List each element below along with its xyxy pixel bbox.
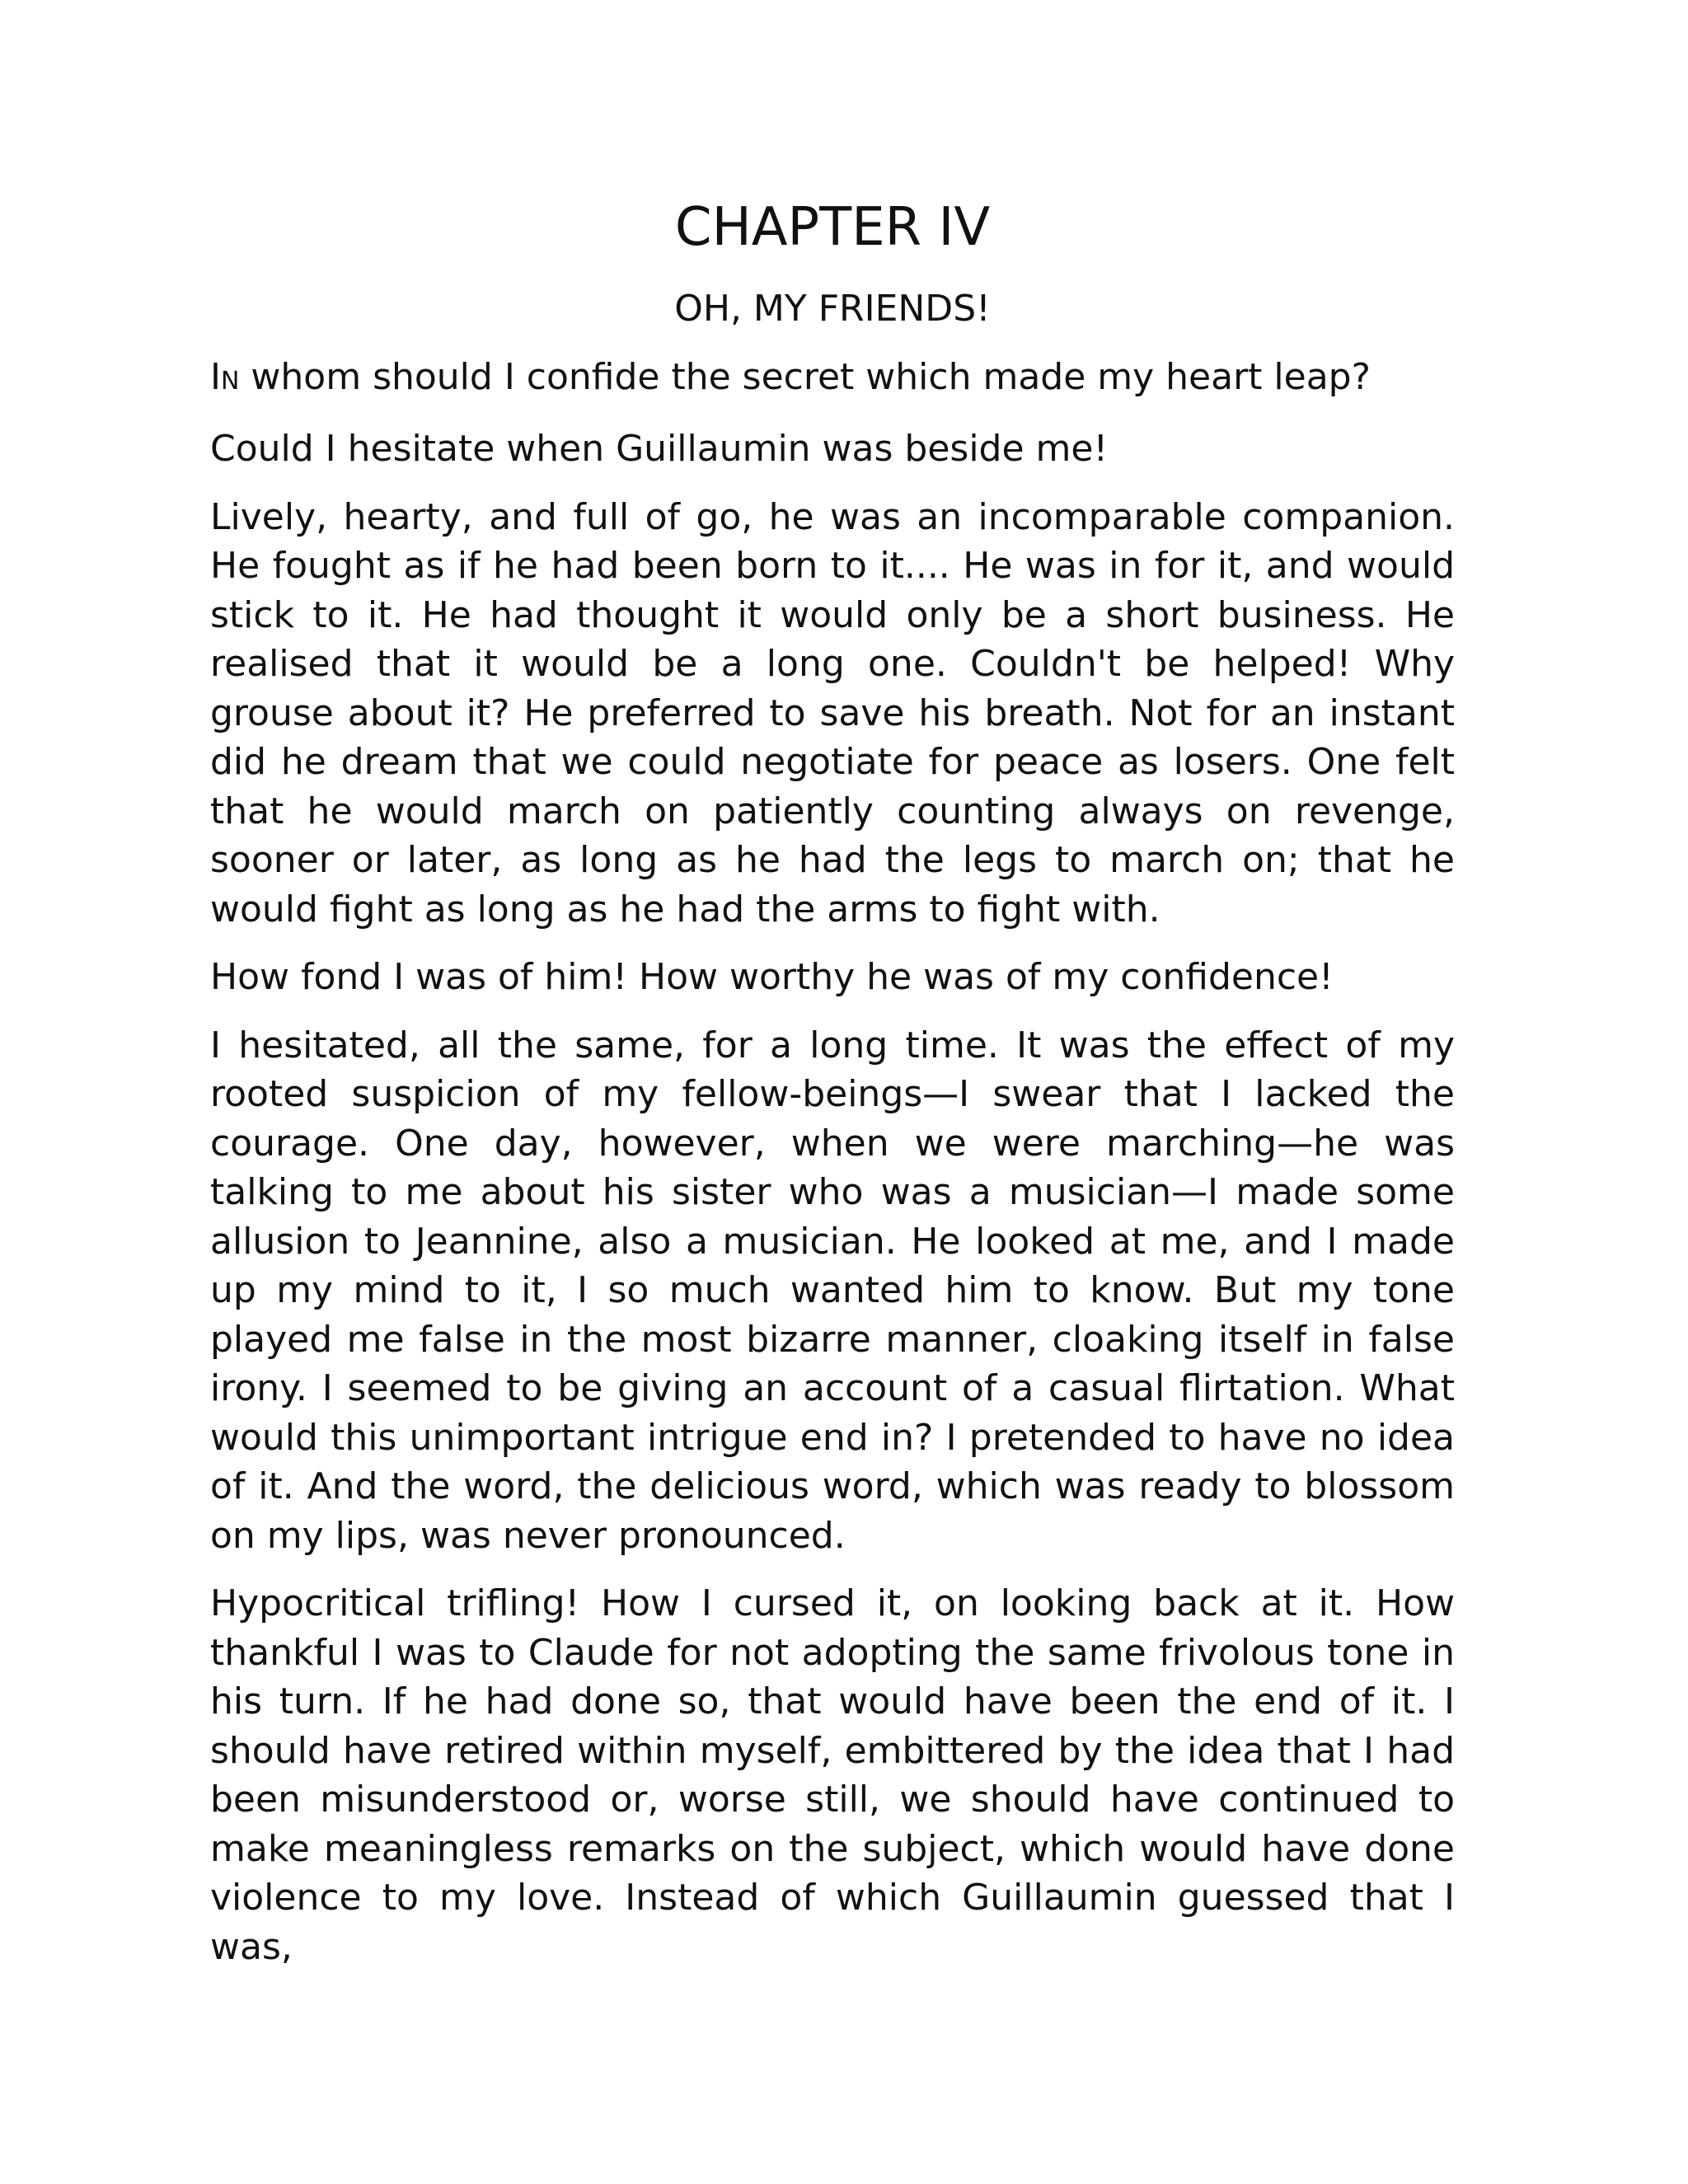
paragraph-1 xyxy=(210,353,1455,406)
small-cap-letters: N xyxy=(220,366,240,396)
paragraph-2: Could I hesitate when Guillaumin was beside me! xyxy=(210,428,1109,471)
paragraph-3: Lively, hearty, and full of go, he was an incomparable companion. He fought as if he had been born to it.... He was in for it, and would stick to it. He had thought it would only be a short business. He realised that it would be a long one. Couldn't be helped! Why grouse about it? He preferred to save his breath. Not for an instant did he dream that we could negotiate for peace as losers. One felt that he would march on patiently counting always on revenge, sooner or later, as long as he had the legs to march on; that he would fight as long as he had the arms to fight with. xyxy=(210,495,1455,930)
paragraph-1-text: whom should I confide the secret which made my heart leap? xyxy=(239,355,1371,398)
chapter-subtitle: OH, MY FRIENDS! xyxy=(674,287,991,330)
paragraph-4: How fond I was of him! How worthy he was of my confidence! xyxy=(210,956,1334,999)
drop-initial: I xyxy=(210,355,221,398)
chapter-title: CHAPTER IV xyxy=(674,197,991,258)
book-page xyxy=(210,196,1455,1971)
paragraph-6: Hypocritical trifling! How I cursed it, on looking back at it. How thankful I was to Claude for not adopting the same frivolous tone in his turn. If he had done so, that would have been the end of it. I should have retired within myself, embittered by the idea that I had been misunderstood or, worse still, we should have continued to make meaningless remarks on the subject, which would have done violence to my love. Instead of which Guillaumin guessed that I was, xyxy=(210,1582,1455,1968)
paragraph-5: I hesitated, all the same, for a long time. It was the effect of my rooted suspicion of my fellow-beings—I swear that I lacked the courage. One day, however, when we were marching—he was talking to me about his sister who was a musician—I made some allusion to Jeannine, also a musician. He looked at me, and I made up my mind to it, I so much wanted him to know. But my tone played me false in the most bizarre manner, cloaking itself in false irony. I seemed to be giving an account of a casual flirtation. What would this unimportant intrigue end in? I pretended to have no idea of it. And the word, the delicious word, which was ready to blossom on my lips, was never pronounced. xyxy=(210,1024,1455,1557)
